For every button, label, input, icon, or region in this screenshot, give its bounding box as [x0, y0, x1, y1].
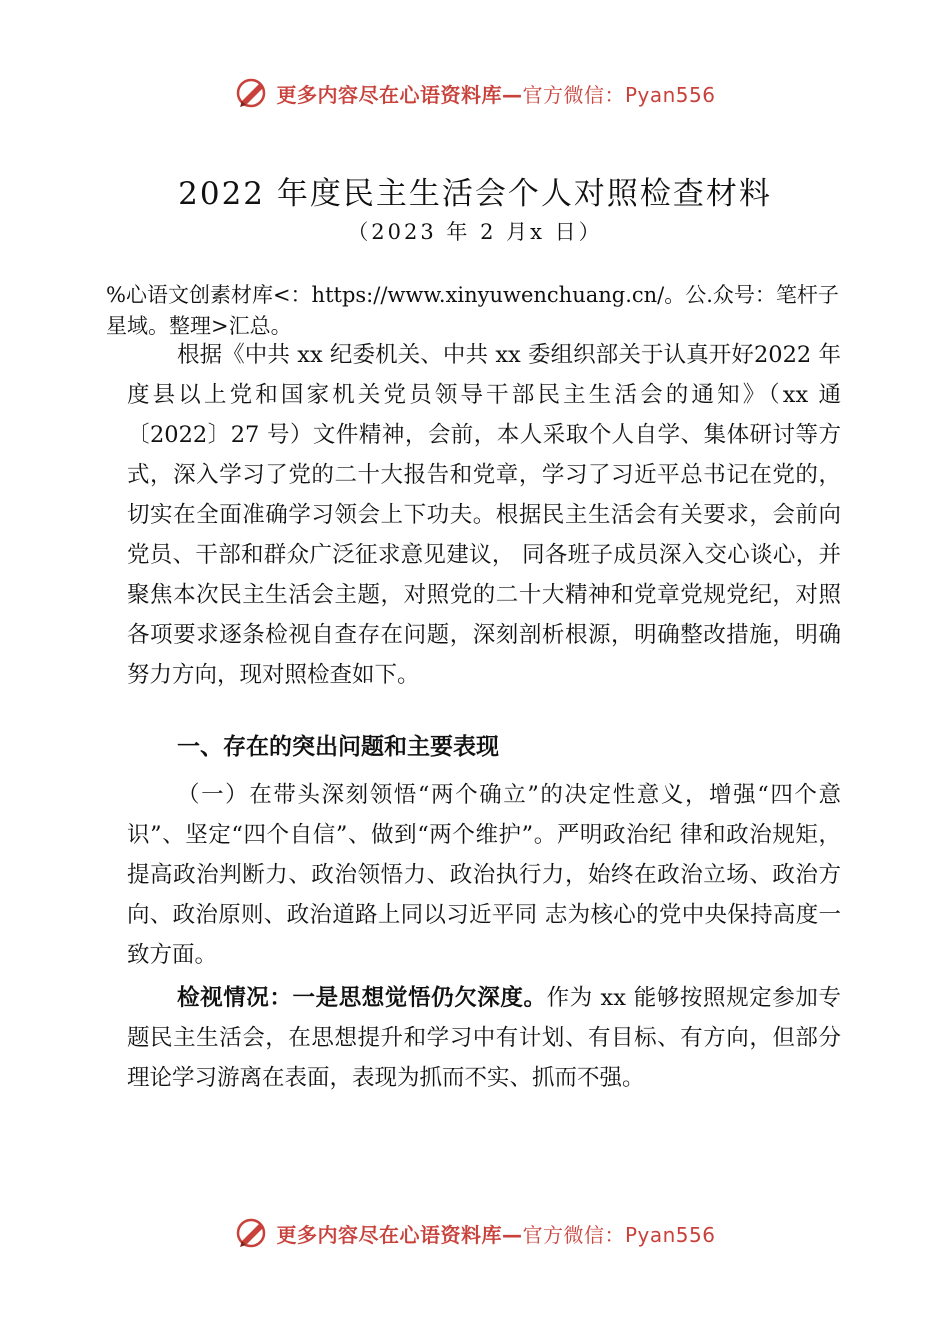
source-note: %心语文创素材库<：https://www.xinyuwenchuang.cn/。公.众号：笔杆子星域。整理>汇总。 — [106, 283, 839, 338]
footer-banner-text: 更多内容尽在心语资料库—官方微信：Pyan556 — [276, 1222, 716, 1247]
pen-logo-icon — [234, 75, 270, 111]
header-wechat-text: 官方微信：Pyan556 — [522, 82, 716, 107]
footer-banner — [0, 1208, 950, 1258]
paragraph-intro: 根据《中共 xx 纪委机关、中共 xx 委组织部关于认真开好2022 年度县以上党和国家机关党员领导干部民主生活会的通知》（xx 通〔2022〕27 号）文件精神，会前，本人采取个人自学、集体研讨等方式，深入学习了党的二十大报告和党章，学习了习近平总书记在党的，切实在全面准确学习领会上下功夫。根据民主生活会有关要求，会前向党员、干部和群众广泛征求意见建议， 同各班子成员深入交心谈心，并聚焦本次民主生活会主题，对照党的二十大精神和党章党规党纪，对照各项要求逐条检视自查存在问题，深刻剖析根源，明确整改措施，明确努力方向，现对照检查如下。 — [127, 342, 841, 688]
inspection-lead: 检视情况：一是思想觉悟仍欠深度。 — [177, 985, 547, 1011]
header-banner-text: 更多内容尽在心语资料库—官方微信：Pyan556 — [276, 82, 716, 107]
document-date: （2023 年 2 月x 日） — [347, 220, 603, 244]
paragraph-item-1: （一）在带头深刻领悟“两个确立”的决定性意义，增强“四个意识”、坚定“四个自信”、做到“两个维护”。严明政治纪 律和政治规矩，提高政治判断力、政治领悟力、政治执行力，始终在政治立场、政治方向、政治原则、政治道路上同以习近平同 志为核心的党中央保持高度一致方面。 — [127, 782, 841, 968]
footer-wechat-text: 官方微信：Pyan556 — [522, 1222, 716, 1247]
document-title: 2022 年度民主生活会个人对照检查材料 — [178, 176, 772, 212]
pen-logo-icon — [234, 1215, 270, 1251]
paragraph-inspection — [127, 978, 841, 1098]
section-heading: 一、存在的突出问题和主要表现 — [177, 734, 499, 760]
inspection-text: 作为 xx 能够按照规定参加专题民主生活会，在思想提升和学习中有计划、有目标、有方向，但部分理论学习游离在表面，表现为抓而不实、抓而不强。 — [127, 985, 841, 1091]
header-banner — [0, 68, 950, 118]
